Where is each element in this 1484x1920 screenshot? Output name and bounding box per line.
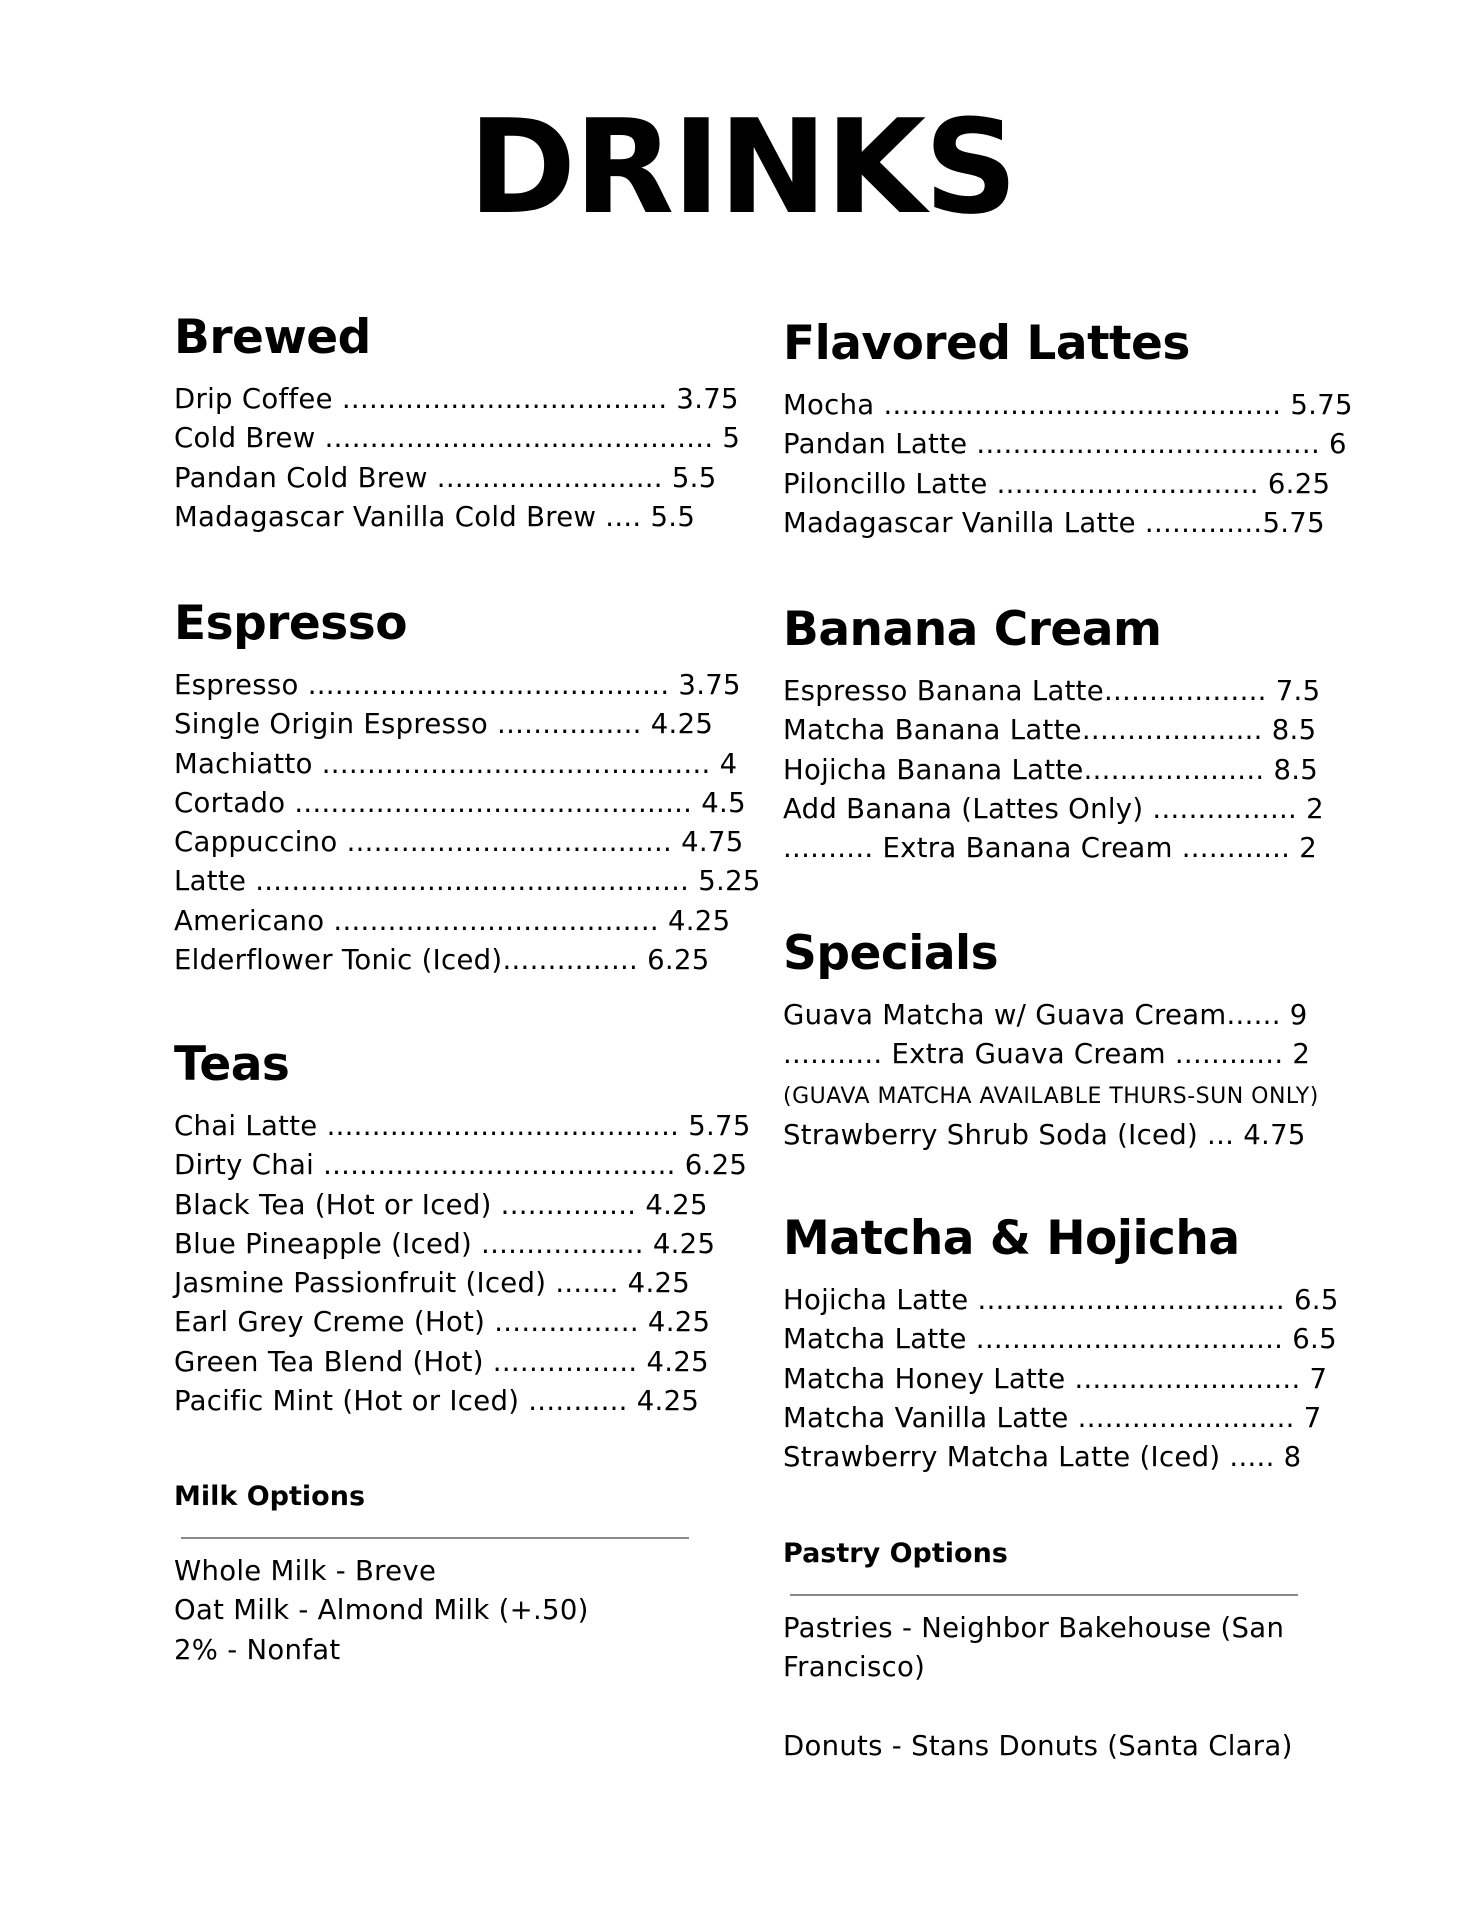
menu-item: Pandan Latte ...................................... 6 [783, 428, 1347, 461]
page-title: DRINKS [468, 91, 1016, 243]
flavored-lattes-items [783, 386, 1353, 543]
menu-item: Cortado ............................................ 4.5 [174, 786, 746, 819]
menu-item: Matcha Latte .................................. 6.5 [783, 1323, 1337, 1356]
pastry-options-list [783, 1609, 1313, 1766]
menu-item: Strawberry Matcha Latte (Iced) ..... 8 [783, 1441, 1302, 1474]
section-heading-banana-cream: Banana Cream [783, 602, 1162, 657]
milk-options-divider [181, 1537, 689, 1539]
specials-note [783, 1075, 1319, 1116]
matcha-hojicha-items [783, 1281, 1339, 1477]
section-heading-specials: Specials [783, 926, 999, 981]
milk-options-list [174, 1552, 704, 1670]
menu-item: Piloncillo Latte ............................. 6.25 [783, 467, 1331, 500]
section-heading-teas: Teas [174, 1037, 290, 1092]
menu-item: Strawberry Shrub Soda (Iced) ... 4.75 [783, 1118, 1306, 1151]
menu-item: Jasmine Passionfruit (Iced) ....... 4.25 [174, 1267, 691, 1300]
menu-item: Machiatto ........................................... 4 [174, 747, 738, 780]
pastry-option-line: Pastries - Neighbor Bakehouse (San Francisco) [783, 1612, 1285, 1684]
menu-item: Green Tea Blend (Hot) ................ 4.25 [174, 1345, 709, 1378]
pastry-option-line: Donuts - Stans Donuts (Santa Clara) [783, 1729, 1293, 1762]
section-brewed [174, 310, 741, 537]
menu-item: Latte ................................................ 5.25 [174, 865, 761, 898]
section-specials [783, 926, 1319, 1155]
menu-item: Guava Matcha w/ Guava Cream...... 9 [783, 999, 1308, 1031]
menu-item: Cappuccino .................................... 4.75 [174, 826, 744, 859]
menu-item: Mocha ............................................ 5.75 [783, 389, 1353, 421]
menu-item: Blue Pineapple (Iced) .................. 4.25 [174, 1227, 716, 1260]
menu-item: Black Tea (Hot or Iced) ............... 4.25 [174, 1188, 708, 1221]
menu-item: Chai Latte ....................................... 5.75 [174, 1110, 751, 1142]
pastry-options-heading: Pastry Options [783, 1538, 1008, 1569]
section-heading-brewed: Brewed [174, 310, 371, 365]
specials-items [783, 996, 1319, 1155]
espresso-items [174, 666, 761, 980]
availability-note: (GUAVA MATCHA AVAILABLE THURS-SUN ONLY) [783, 1083, 1319, 1109]
menu-item: Cold Brew ........................................... 5 [174, 422, 741, 455]
section-banana-cream [783, 602, 1324, 868]
menu-item: Elderflower Tonic (Iced)............... 6.25 [174, 944, 710, 977]
menu-item: Pandan Cold Brew ......................... 5.5 [174, 461, 717, 494]
section-teas [174, 1037, 751, 1421]
menu-item: Drip Coffee .................................... 3.75 [174, 383, 739, 415]
menu-item: Matcha Honey Latte ......................... 7 [783, 1362, 1328, 1395]
milk-options-heading: Milk Options [174, 1481, 366, 1512]
section-espresso [174, 596, 761, 980]
milk-option-line: Oat Milk - Almond Milk (+.50) [174, 1594, 589, 1627]
pastry-options-divider [790, 1594, 1298, 1596]
section-heading-flavored-lattes: Flavored Lattes [783, 316, 1190, 371]
menu-item: Add Banana (Lattes Only) ................ 2 [783, 792, 1324, 825]
menu-item: .......... Extra Banana Cream ............ 2 [783, 832, 1318, 865]
section-heading-matcha-hojicha: Matcha & Hojicha [783, 1211, 1240, 1266]
menu-item: Hojicha Banana Latte.................... 8.5 [783, 753, 1319, 786]
menu-item: Matcha Vanilla Latte ........................ 7 [783, 1401, 1322, 1434]
menu-item: Earl Grey Creme (Hot) ................ 4.25 [174, 1306, 711, 1339]
menu-item: ........... Extra Guava Cream ............ 2 [783, 1038, 1311, 1071]
banana-cream-items [783, 672, 1324, 868]
menu-item: Dirty Chai ....................................... 6.25 [174, 1149, 748, 1182]
brewed-items [174, 380, 741, 537]
menu-item: Espresso ........................................ 3.75 [174, 669, 741, 701]
menu-item: Espresso Banana Latte.................. 7.5 [783, 675, 1321, 707]
milk-option-line: 2% - Nonfat [174, 1633, 341, 1666]
section-heading-espresso: Espresso [174, 596, 408, 651]
menu-item: Pacific Mint (Hot or Iced) ........... 4.25 [174, 1385, 700, 1418]
menu-item: Madagascar Vanilla Cold Brew .... 5.5 [174, 500, 696, 533]
menu-item: Americano .................................... 4.25 [174, 904, 731, 937]
milk-option-line: Whole Milk - Breve [174, 1555, 437, 1587]
teas-items [174, 1107, 751, 1421]
menu-item: Single Origin Espresso ................ 4.25 [174, 708, 714, 741]
section-flavored-lattes [783, 316, 1353, 543]
menu-item: Hojicha Latte .................................. 6.5 [783, 1284, 1339, 1316]
menu-item: Madagascar Vanilla Latte .............5.75 [783, 506, 1325, 539]
section-matcha-hojicha [783, 1211, 1339, 1477]
menu-item: Matcha Banana Latte.................... 8.5 [783, 714, 1317, 747]
